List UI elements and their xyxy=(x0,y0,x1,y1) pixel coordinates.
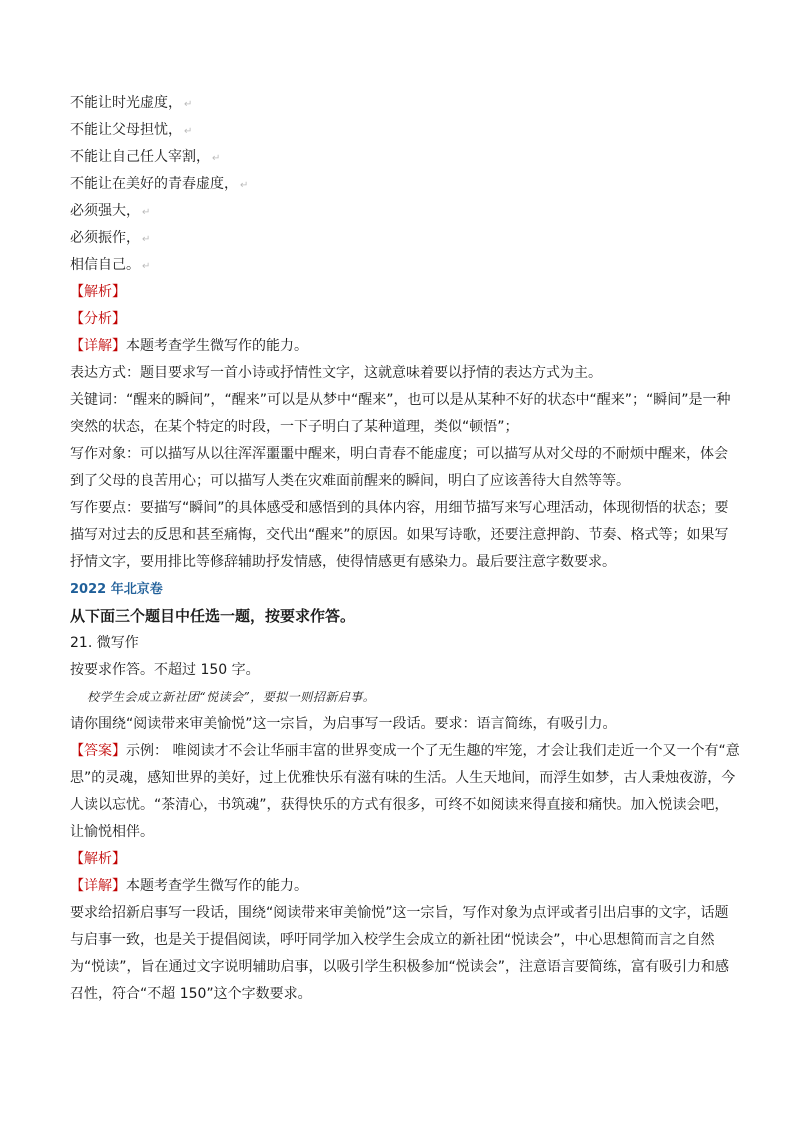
detail-paragraph-2: 【详解】本题考查学生微写作的能力。 xyxy=(70,878,308,894)
key-points-paragraph: 写作要点：要描写“瞬间”的具体感受和感悟到的具体内容，用细节描写来写心理活动，体现彻悟的状态；要描写对过去的反思和甚至痛悔，交代出“醒来”的原因。如果写诗歌，还要注意押韵、节奏、格式等；如果写抒情文字，要用排比等修辞辅助抒发情感，使得情感更有感染力。最后要注意字数要求。 xyxy=(70,500,729,570)
question-task: 请你围绕“阅读带来审美愉悦”这一宗旨，为启事写一段话。要求：语言简练，有吸引力。 xyxy=(70,716,617,732)
expression-paragraph: 表达方式：题目要求写一首小诗或抒情性文字，这就意味着要以抒情的表达方式为主。 xyxy=(70,365,602,381)
detail-label: 【详解】 xyxy=(70,338,126,354)
detail-paragraph: 【详解】本题考查学生微写作的能力。 xyxy=(70,338,308,354)
poem-line: 必须强大， ↵ xyxy=(70,203,151,219)
detail-label-2: 【详解】 xyxy=(70,878,126,894)
poem-line: 不能让自己任人宰割， ↵ xyxy=(70,149,221,165)
analysis-label: 【解析】 xyxy=(70,284,126,300)
answer-paragraph: 【答案】示例： 唯阅读才不会让华丽丰富的世界变成一个了无生趣的牢笼，才会让我们走近一个又一个有“意思”的灵魂，感知世界的美好，过上优雅快乐有滋有味的生活。人生天地间，而浮生如梦，古人秉烛夜游，今人读以忘忧。“茶清心，书筑魂”，获得快乐的方式有很多，可终不如阅读来得直接和痛快。加入悦读会吧，让愉悦相伴。 xyxy=(70,743,740,840)
breakdown-label: 【分析】 xyxy=(70,311,126,327)
section-instruction: 从下面三个题目中任选一题，按要求作答。 xyxy=(70,607,356,625)
poem-line: 不能让父母担忧， ↵ xyxy=(70,122,193,138)
question-prompt: 校学生会成立新社团“悦读会”，要拟一则招新启事。 xyxy=(87,690,376,704)
poem-line: 不能让在美好的青春虚度， ↵ xyxy=(70,176,249,192)
keyword-paragraph: 关键词：“醒来的瞬间”，“醒来”可以是从梦中“醒来”，也可以是从某种不好的状态中“醒来”；“瞬间”是一种突然的状态，在某个特定的时段，一下子明白了某种道理，类似“顿悟”； xyxy=(70,392,731,435)
document-page xyxy=(70,90,740,1008)
question-requirement: 按要求作答。不超过 150 字。 xyxy=(70,662,260,678)
poem-line: 必须振作， ↵ xyxy=(70,230,151,246)
question-title: 21. 微写作 xyxy=(70,635,139,651)
answer-label: 【答案】 xyxy=(70,743,126,759)
poem-line: 相信自己。 ↵ xyxy=(70,257,151,273)
explanation-paragraph: 要求给招新启事写一段话，围绕“阅读带来审美愉悦”这一宗旨，写作对象为点评或者引出启事的文字，话题与启事一致，也是关于提倡阅读，呼吁同学加入校学生会成立的新社团“悦读会”，中心思想简而言之自然为“悦读”，旨在通过文字说明辅助启事，以吸引学生积极参加“悦读会”，注意语言要简练，富有吸引力和感召性，符合“不超 150”这个字数要求。 xyxy=(70,905,730,1002)
analysis-label-2: 【解析】 xyxy=(70,851,126,867)
section-year-heading: 2022 年北京卷 xyxy=(70,582,163,597)
poem-line: 不能让时光虚度， ↵ xyxy=(70,95,193,111)
target-paragraph: 写作对象：可以描写从以往浑浑噩噩中醒来，明白青春不能虚度；可以描写从对父母的不耐烦中醒来，体会到了父母的良苦用心；可以描写人类在灾难面前醒来的瞬间，明白了应该善待大自然等等。 xyxy=(70,446,728,489)
